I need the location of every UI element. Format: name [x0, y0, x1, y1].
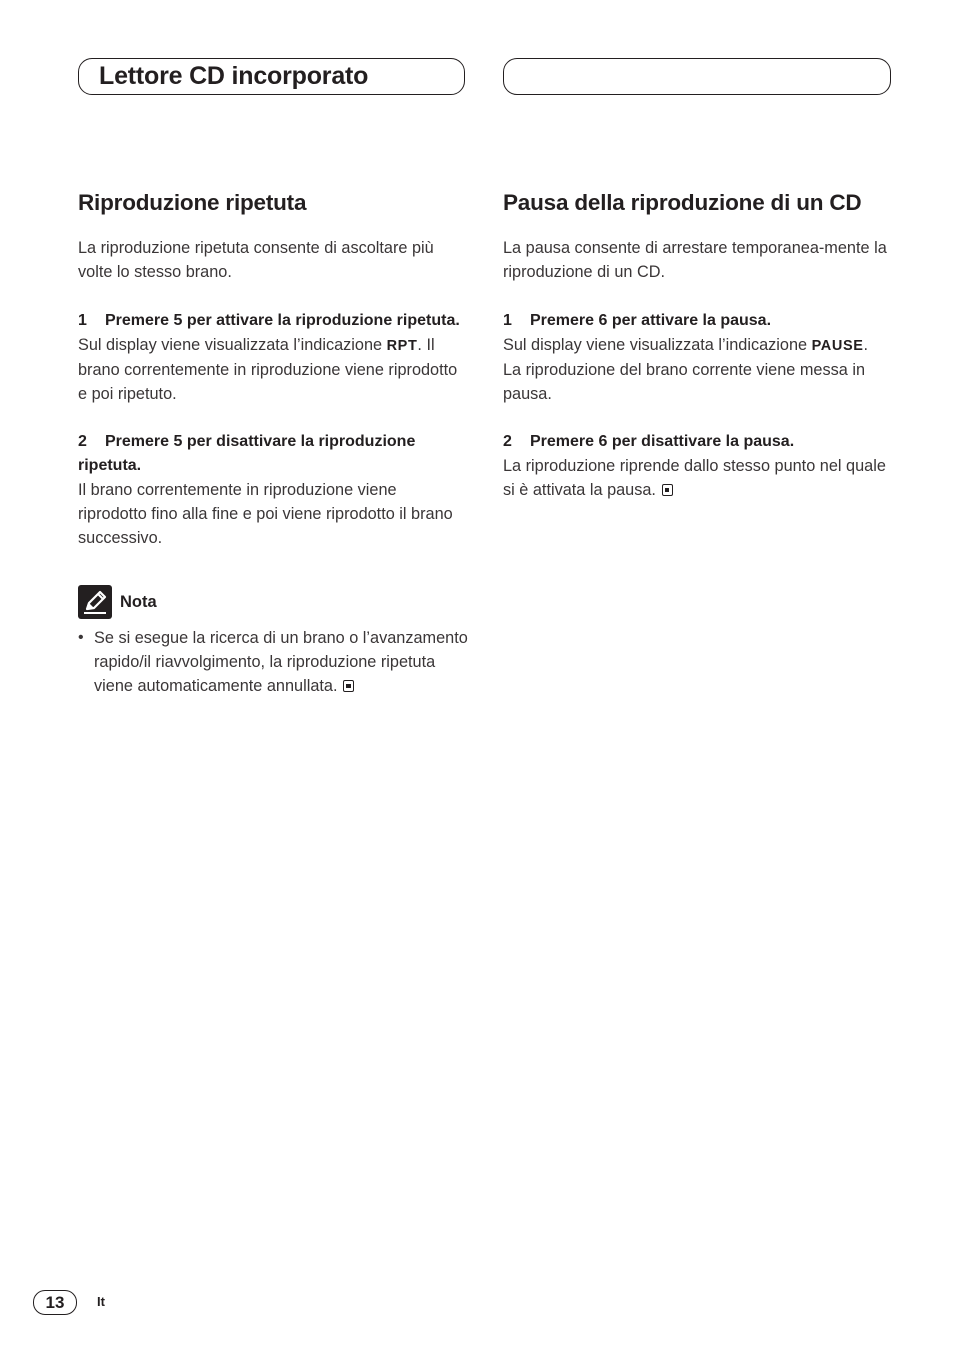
bullet: • — [78, 629, 84, 646]
pause-step-2-number: 2 — [503, 433, 512, 450]
lcd-indicator-rpt: RPT — [386, 338, 418, 354]
pause-step-2-text — [503, 454, 889, 502]
language-code: It — [97, 1294, 105, 1309]
note-header — [78, 585, 468, 619]
note-text — [94, 626, 468, 698]
pause-step-2-text-content: La riproduzione riprende dallo stesso punto nel quale si è attivata la pausa. — [503, 457, 886, 499]
left-column — [78, 188, 468, 698]
step-1-text-before: Sul display viene visualizzata l’indicazione — [78, 336, 387, 354]
pause-step-2-heading — [503, 430, 889, 454]
page-number: 13 — [33, 1290, 77, 1315]
section-header-blank — [503, 58, 891, 95]
step-1-number: 1 — [78, 312, 87, 329]
pause-step-1-text-after: . La riproduzione del brano corrente viene messa in pausa. — [503, 336, 869, 403]
step-2-text: Il brano correntemente in riproduzione viene riprodotto fino alla fine e poi viene riprodotto il brano successivo. — [78, 481, 453, 547]
pause-step-2-instruction: Premere 6 per disattivare la pausa. — [530, 433, 795, 450]
end-mark-icon — [343, 680, 354, 692]
step-1-text — [78, 333, 468, 406]
section-header — [78, 58, 465, 95]
lcd-indicator-pause: PAUSE — [811, 338, 864, 354]
step-1-text-after: . Il brano correntemente in riproduzione viene riprodotto e poi ripetuto. — [78, 336, 458, 403]
step-1-instruction: Premere 5 per attivare la riproduzione ripetuta. — [105, 312, 460, 329]
step-2-heading — [78, 430, 468, 478]
intro-repeat-play: La riproduzione ripetuta consente di ascoltare più volte lo stesso brano. — [78, 239, 434, 281]
heading-pause: Pausa della riproduzione di un CD — [503, 190, 862, 215]
section-title: Lettore CD incorporato — [99, 62, 369, 90]
pencil-icon — [78, 585, 112, 619]
pause-step-1-text-before: Sul display viene visualizzata l’indicazione — [503, 336, 812, 354]
pause-step-1-text — [503, 333, 889, 406]
step-1-heading — [78, 309, 468, 333]
pause-step-1-number: 1 — [503, 312, 512, 329]
note-item — [78, 626, 468, 698]
heading-repeat-play: Riproduzione ripetuta — [78, 190, 307, 215]
end-mark-icon — [662, 484, 673, 496]
step-2-number: 2 — [78, 433, 87, 450]
note-text-content: Se si esegue la ricerca di un brano o l’avanzamento rapido/il riavvolgimento, la riproduzione ripetuta viene automaticamente annullata. — [94, 629, 468, 695]
intro-pause: La pausa consente di arrestare temporanea-mente la riproduzione di un CD. — [503, 239, 887, 281]
right-column — [503, 188, 889, 502]
pause-step-1-heading — [503, 309, 889, 333]
step-2-instruction: Premere 5 per disattivare la riproduzione ripetuta. — [78, 433, 416, 474]
pause-step-1-instruction: Premere 6 per attivare la pausa. — [530, 312, 772, 329]
note-label: Nota — [120, 592, 157, 611]
